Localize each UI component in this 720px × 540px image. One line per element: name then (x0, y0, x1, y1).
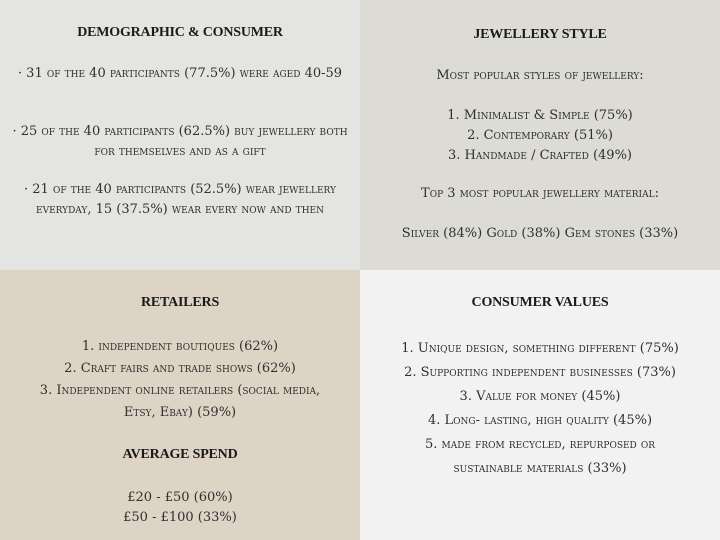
demographic-point-text: · 25 of the 40 participants (62.5%) buy jewellery both for themselves and as a gift (12, 124, 348, 159)
style-intro-block (360, 66, 720, 86)
values-panel (360, 270, 720, 540)
value-item: sustainable materials (33%) (453, 461, 627, 476)
demographic-point-text: · 31 of the 40 participants (77.5%) were aged 40-59 (17, 66, 343, 81)
style-item: 2. Contemporary (51%) (467, 128, 613, 143)
value-item: 2. Supporting independent businesses (73%) (404, 365, 676, 380)
retailer-item: 3. Independent online retailers (social media, (39, 383, 321, 398)
materials-list: Silver (84%) Gold (38%) Gem stones (33%) (401, 226, 679, 241)
retailer-item: 2. Craft fairs and trade shows (62%) (64, 361, 296, 376)
retailer-item: Etsy, Ebay) (59%) (123, 405, 237, 420)
demographic-point-2 (8, 122, 352, 162)
demographic-panel (0, 0, 360, 270)
style-panel (360, 0, 720, 270)
value-item: 4. Long- lasting, high quality (45%) (427, 413, 653, 428)
style-item: 3. Handmade / Crafted (49%) (447, 148, 633, 163)
values-title: CONSUMER VALUES (471, 295, 609, 310)
demographic-point-text: · 21 of the 40 participants (52.5%) wear jewellery everyday, 15 (37.5%) wear every now and then (24, 182, 336, 217)
spend-item: £20 - £50 (60%) (127, 490, 233, 505)
style-item: 1. Minimalist & Simple (75%) (447, 108, 633, 123)
retailer-item: 1. independent boutiques (62%) (81, 339, 279, 354)
values-list (360, 337, 720, 481)
demographic-title: DEMOGRAPHIC & CONSUMER (77, 25, 283, 40)
demographic-point-1 (8, 64, 352, 84)
materials-block (360, 224, 720, 244)
average-spend-title: AVERAGE SPEND (122, 447, 238, 462)
value-item: 5. made from recycled, repurposed or (424, 437, 656, 452)
retailers-panel (0, 270, 360, 540)
value-item: 3. Value for money (45%) (459, 389, 621, 404)
style-intro: Most popular styles of jewellery: (436, 68, 644, 83)
demographic-point-3 (22, 180, 338, 220)
spend-item: £50 - £100 (33%) (123, 510, 237, 525)
spend-list (0, 488, 360, 528)
materials-intro-block (360, 184, 720, 204)
retailers-list (0, 336, 360, 424)
style-list (360, 106, 720, 166)
value-item: 1. Unique design, something different (75%) (401, 341, 679, 356)
materials-intro: Top 3 most popular jewellery material: (421, 186, 659, 201)
retailers-title: RETAILERS (140, 295, 220, 310)
style-title: JEWELLERY STYLE (473, 27, 607, 42)
